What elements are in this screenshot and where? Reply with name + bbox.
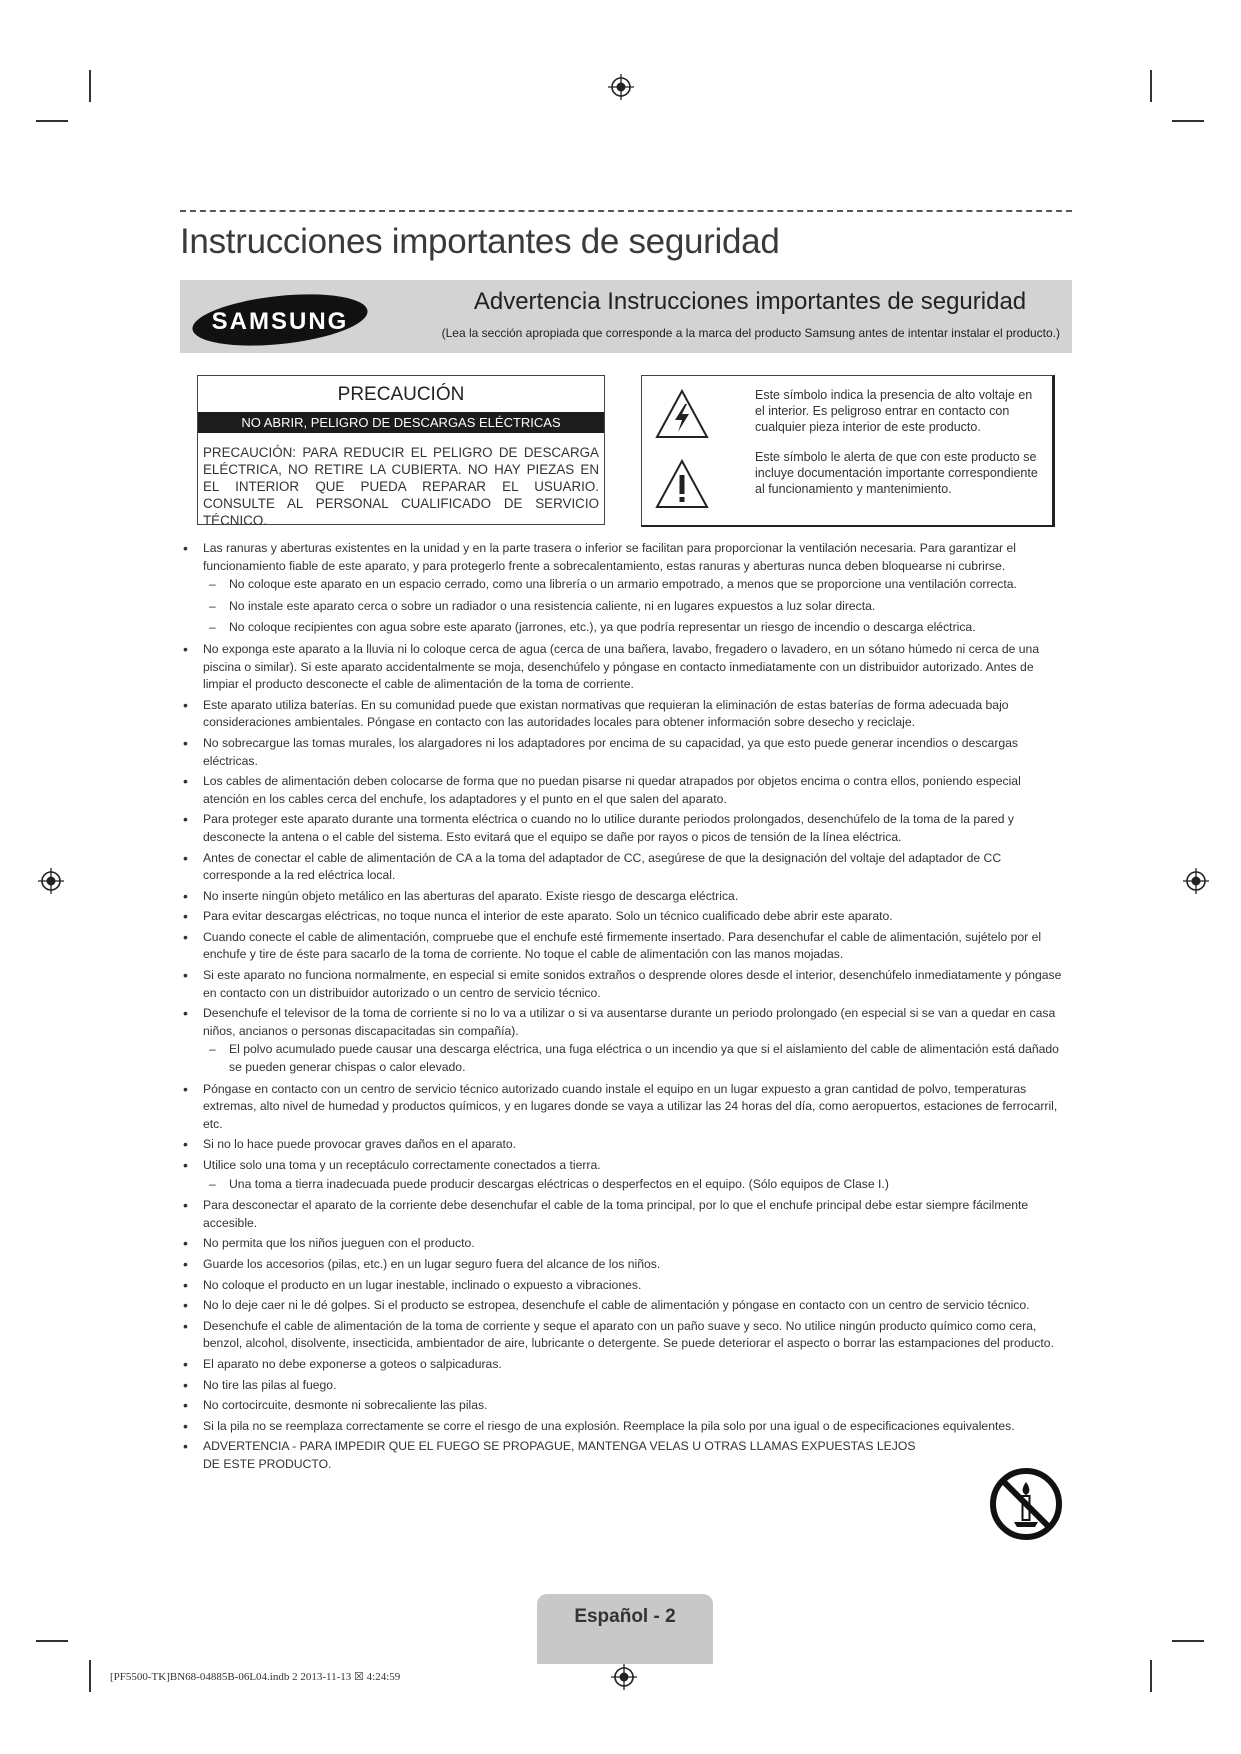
list-item: • Si la pila no se reemplaza correctamente se corre el riesgo de una explosión. Reemplace la pila solo por una igual o de especificaciones equivalentes. (180, 1418, 1070, 1436)
crop-mark (1150, 1660, 1152, 1692)
crop-mark (89, 1660, 91, 1692)
dashed-divider (180, 210, 1072, 212)
list-item: • Desenchufe el televisor de la toma de corriente si no lo va a utilizar o si va ausentarse durante un periodo prolongado (en especial si se van a quedar en casa niños, ancianos o personas discapacitadas sin compañía). – El polvo acumulado puede causar una descarga eléctrica, una fuga eléctrica o un incendio ya que si el aislamiento del cable de alimentación está dañado se pueden generar chispas o calor elevado. (180, 1005, 1070, 1076)
list-item: • Si este aparato no funciona normalmente, en especial si emite sonidos extraños o desprende olores desde el interior, desenchúfelo inmediatamente y póngase en contacto con un distribuidor autorizado o un centro de servicio técnico. (180, 967, 1070, 1002)
crop-mark (1150, 70, 1152, 102)
exclamation-symbol-text: Este símbolo le alerta de que con este producto se incluye documentación importante correspondiente al funcionamiento y mantenimiento. (755, 450, 1038, 496)
caution-box (197, 375, 605, 528)
list-item: • Las ranuras y aberturas existentes en la unidad y en la parte trasera o inferior se facilitan para proporcionar la ventilación necesaria. Para garantizar el funcionamiento fiable de este aparato, y para protegerlo frente a sobrecalentamiento, estas ranuras y aberturas nunca deben bloquearse ni cubrirse. – No coloque este aparato en un espacio cerrado, como una librería o un armario empotrado, a menos que se proporcione una ventilación correcta. – No instale este aparato cerca o sobre un radiador o una resistencia caliente, ni en lugares expuestos a luz solar directa. – No coloque recipientes con agua sobre este aparato (jarrones, etc.), ya que podría representar un riesgo de incendio o descarga eléctrica. (180, 540, 1070, 637)
crop-mark (89, 70, 91, 102)
banner-title: Advertencia Instrucciones importantes de seguridad (473, 288, 1027, 315)
sub-list (203, 1176, 1070, 1194)
list-item: • Para proteger este aparato durante una tormenta eléctrica o cuando no lo utilice durante periodos prolongados, desenchúfelo de la toma de la pared y desconecte la antena o el cable del sistema. Esto evitará que el equipo se dañe por rayos o picos de tensión de la línea eléctrica. (180, 811, 1070, 846)
safety-instruction-list (180, 540, 1070, 1477)
caution-text: PRECAUCIÓN: PARA REDUCIR EL PELIGRO DE DESCARGA ELÉCTRICA, NO RETIRE LA CUBIERTA. NO HAY PIEZAS EN EL INTERIOR QUE PUEDA REPARAR EL USUARIO. CONSULTE AL PERSONAL CUALIFICADO DE SERVICIO TÉCNICO. (203, 445, 599, 528)
list-item: • Utilice solo una toma y un receptáculo correctamente conectados a tierra. – Una toma a tierra inadecuada puede producir descargas eléctricas o desperfectos en el equipo. (Sólo equipos de Clase I.) (180, 1157, 1070, 1193)
samsung-logo (190, 292, 370, 347)
sub-list-item: – Una toma a tierra inadecuada puede producir descargas eléctricas o desperfectos en el equipo. (Sólo equipos de Clase I.) (203, 1176, 1070, 1194)
crop-mark (1172, 1640, 1204, 1642)
warning-banner (180, 280, 1072, 353)
list-item: • Desenchufe el cable de alimentación de la toma de corriente y seque el aparato con un paño suave y seco. No utilice ningún producto químico como cera, benzol, alcohol, disolvente, insecticida, ambientador de aire, lubricante o detergente. Se puede deteriorar el aspecto o borrar las estampaciones del producto. (180, 1318, 1070, 1353)
registration-mark-icon (38, 868, 64, 894)
list-item: • No sobrecargue las tomas murales, los alargadores ni los adaptadores por encima de su capacidad, ya que esto puede generar incendios o descargas eléctricas. (180, 735, 1070, 770)
list-item: • Para desconectar el aparato de la corriente debe desenchufar el cable de la toma principal, por lo que el enchufe principal debe estar siempre fácilmente accesible. (180, 1197, 1070, 1232)
sub-list (203, 576, 1070, 637)
list-item: • Para evitar descargas eléctricas, no toque nunca el interior de este aparato. Solo un técnico cualificado debe abrir este aparato. (180, 908, 1070, 926)
registration-mark-icon (611, 1664, 637, 1690)
list-item: • Guarde los accesorios (pilas, etc.) en un lugar seguro fuera del alcance de los niños. (180, 1256, 1070, 1274)
list-item: • No permita que los niños jueguen con el producto. (180, 1235, 1070, 1253)
list-item: • No cortocircuite, desmonte ni sobrecaliente las pilas. (180, 1397, 1070, 1415)
list-item: • No tire las pilas al fuego. (180, 1377, 1070, 1395)
crop-mark (36, 1640, 68, 1642)
page-title: Instrucciones importantes de seguridad (180, 222, 780, 261)
voltage-symbol-text: Este símbolo indica la presencia de alto voltaje en el interior. Es peligroso entrar en contacto con cualquier pieza interior de este producto. (755, 388, 1033, 434)
crop-mark (36, 120, 68, 122)
list-item: • Póngase en contacto con un centro de servicio técnico autorizado cuando instale el equipo en un lugar expuesto a gran cantidad de polvo, temperaturas extremas, alto nivel de humedad y productos químicos, y en lugares donde se vaya a utilizar las 24 horas del día, como aeropuertos, estaciones de ferrocarril, etc. (180, 1081, 1070, 1134)
sub-list-item: – No instale este aparato cerca o sobre un radiador o una resistencia caliente, ni en lugares expuestos a luz solar directa. (203, 598, 1070, 616)
registration-mark-icon (608, 74, 634, 100)
registration-mark-icon (1183, 868, 1209, 894)
symbol-box (641, 375, 1055, 527)
no-open-flame-icon (988, 1466, 1064, 1542)
list-item: • ADVERTENCIA - PARA IMPEDIR QUE EL FUEGO SE PROPAGUE, MANTENGA VELAS U OTRAS LLAMAS EXPUESTAS LEJOS DE ESTE PRODUCTO. (180, 1438, 923, 1473)
list-item: • Si no lo hace puede provocar graves daños en el aparato. (180, 1136, 1070, 1154)
caution-title: PRECAUCIÓN (337, 384, 465, 405)
list-item: • No lo deje caer ni le dé golpes. Si el producto se estropea, desenchufe el cable de alimentación y póngase en contacto con un centro de servicio técnico. (180, 1297, 1070, 1315)
sub-list-item: – No coloque este aparato en un espacio cerrado, como una librería o un armario empotrado, a menos que se proporcione una ventilación correcta. (203, 576, 1070, 594)
sub-list (203, 1041, 1070, 1076)
list-item: • Cuando conecte el cable de alimentación, compruebe que el enchufe esté firmemente insertado. Para desenchufar el cable de alimentación, sujételo por el enchufe y tire de éste para sacarlo de la toma de corriente. No toque el cable de alimentación con las manos mojadas. (180, 929, 1070, 964)
banner-subtitle: (Lea la sección apropiada que corresponde a la marca del producto Samsung antes de intentar instalar el producto.) (441, 326, 1060, 340)
sub-list-item: – El polvo acumulado puede causar una descarga eléctrica, una fuga eléctrica o un incendio ya que si el aislamiento del cable de alimentación está dañado se pueden generar chispas o calor elevado. (203, 1041, 1070, 1076)
list-item: • No inserte ningún objeto metálico en las aberturas del aparato. Existe riesgo de descarga eléctrica. (180, 888, 1070, 906)
list-item: • El aparato no debe exponerse a goteos o salpicaduras. (180, 1356, 1070, 1374)
list-item: • Los cables de alimentación deben colocarse de forma que no puedan pisarse ni quedar atrapados por objetos encima o contra ellos, poniendo especial atención en los cables cerca del enchufe, los adaptadores y el punto en el que salen del aparato. (180, 773, 1070, 808)
list-item: • No coloque el producto en un lugar inestable, inclinado o expuesto a vibraciones. (180, 1277, 1070, 1295)
page-number-tab (537, 1594, 713, 1664)
print-footer: [PF5500-TK]BN68-04885B-06L04.indb 2 2013-11-13 ☒ 4:24:59 (110, 1671, 401, 1683)
sub-list-item: – No coloque recipientes con agua sobre este aparato (jarrones, etc.), ya que podría representar un riesgo de incendio o descarga eléctrica. (203, 619, 1070, 637)
crop-mark (1172, 120, 1204, 122)
list-item: • Este aparato utiliza baterías. En su comunidad puede que existan normativas que requieran la eliminación de estas baterías de forma adecuada bajo consideraciones ambientales. Póngase en contacto con las autoridades locales para obtener información sobre desecho y reciclaje. (180, 697, 1070, 732)
list-item: • Antes de conectar el cable de alimentación de CA a la toma del adaptador de CC, asegúrese de que la designación del voltaje del adaptador de CC corresponde a la red eléctrica local. (180, 850, 1070, 885)
caution-bar: NO ABRIR, PELIGRO DE DESCARGAS ELÉCTRICAS (198, 412, 604, 433)
page-number: Español - 2 (574, 1606, 676, 1627)
exclamation-warning-icon (654, 458, 710, 510)
list-item: • No exponga este aparato a la lluvia ni lo coloque cerca de agua (cerca de una bañera, lavabo, fregadero o lavadero, en un sótano húmedo ni cerca de una piscina o similar). Si este aparato accidentalmente se moja, desenchúfelo y póngase en contacto inmediatamente con un distribuidor autorizado. Antes de limpiar el producto desconecte el cable de alimentación de la toma de corriente. (180, 641, 1070, 694)
high-voltage-warning-icon (654, 388, 710, 440)
svg-text:SAMSUNG: SAMSUNG (211, 308, 349, 335)
